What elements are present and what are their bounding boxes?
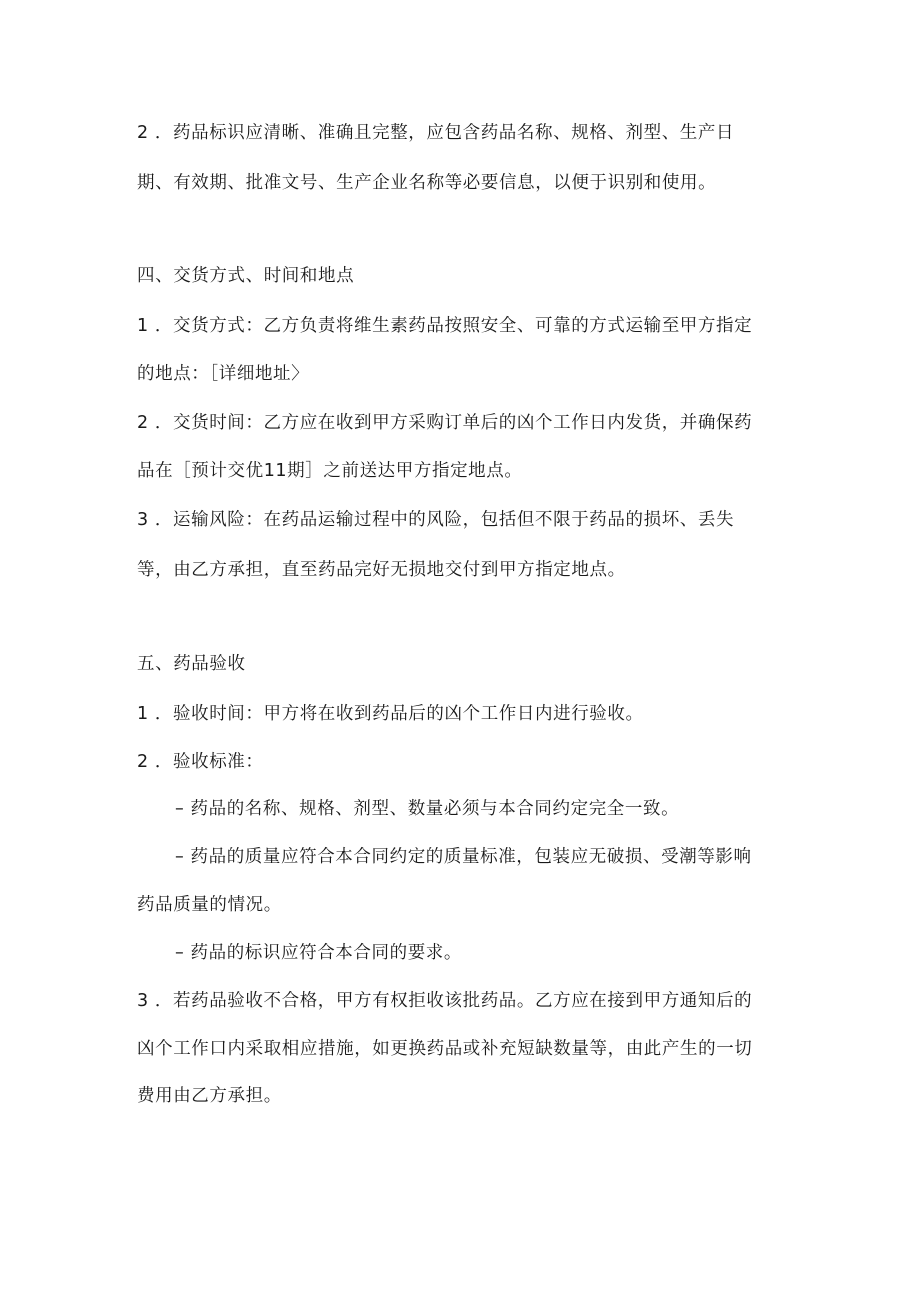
section5-item3-line3: 费用由乙方承担。 [137,1086,282,1106]
section4-item1-line2: 的地点：［详细地址〉 [137,364,310,384]
section5-bullet3: – 药品的标识应符合本合同的要求。 [175,943,463,963]
section3-item2-line2: 期、有效期、批准文号、生产企业名称等必要信息，以便于识别和使用。 [137,173,717,193]
section4-item3-line1: 3 ．运输风险：在药品运输过程中的风险，包括但不限于药品的损坏、丢失 [137,510,735,530]
section5-item1: 1 ．验收时间：甲方将在收到药品后的凶个工作日内进行验收。 [137,704,644,724]
section5-bullet2-line1: – 药品的质量应符合本合同约定的质量标准，包装应无破损、受潮等影响 [175,847,752,867]
section5-item3-line2: 凶个工作口内采取相应措施，如更换药品或补充短缺数量等，由此产生的一切 [137,1039,753,1059]
section5-heading: 五、药品验收 [137,654,246,674]
section3-item2-line1: 2 ．药品标识应清晰、准确且完整，应包含药品名称、规格、剂型、生产日 [137,123,735,143]
section4-heading: 四、交货方式、时间和地点 [137,266,355,286]
section5-bullet1: – 药品的名称、规格、剂型、数量必须与本合同约定完全一致。 [175,799,680,819]
section5-item3-line1: 3 ．若药品验收不合格，甲方有权拒收该批药品。乙方应在接到甲方通知后的 [137,991,753,1011]
section4-item2-line1: 2 ．交货时间：乙方应在收到甲方采购订单后的凶个工作日内发货，并确保药 [137,413,753,433]
section4-item2-line2: 品在［预计交优11期］之前送达甲方指定地点。 [137,461,523,481]
section5-bullet2-line2: 药品质量的情况。 [137,895,282,915]
section5-item2: 2 ．验收标准： [137,752,264,772]
section4-item1-line1: 1 ．交货方式：乙方负责将维生素药品按照安全、可靠的方式运输至甲方指定 [137,316,753,336]
section4-item3-line2: 等，由乙方承担，直至药品完好无损地交付到甲方指定地点。 [137,560,626,580]
